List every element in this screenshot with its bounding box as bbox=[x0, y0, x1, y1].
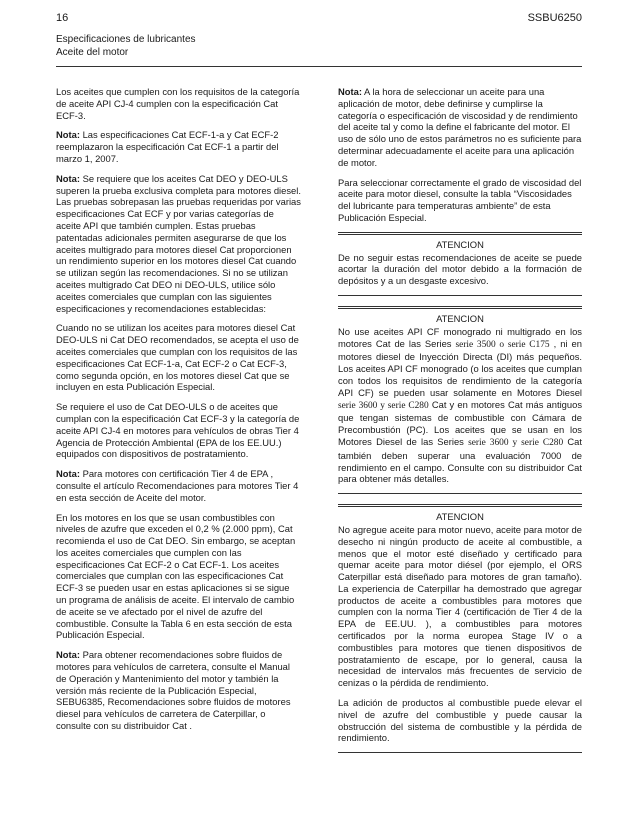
note-paragraph bbox=[56, 129, 301, 164]
header-row bbox=[56, 12, 582, 24]
caution-text-segment: , ni en motores diesel de Inyección Directa (DI) más pequeños. Los aceites API CF monogrado (o los aceites que cumplan con todos los requisitos de rendimiento de la categoría API CF) se pueden usar solamente en Motores Diesel bbox=[338, 337, 582, 398]
right-column bbox=[338, 86, 582, 763]
caution-box bbox=[338, 306, 582, 494]
caution-text bbox=[338, 326, 582, 485]
note-label: Nota: bbox=[56, 172, 80, 184]
document-code: SSBU6250 bbox=[527, 12, 582, 24]
section-breadcrumb bbox=[56, 33, 582, 59]
note-paragraph bbox=[56, 649, 301, 732]
caution-title: ATENCION bbox=[436, 312, 484, 324]
caution-end-rule bbox=[338, 295, 582, 296]
engine-series: serie 3600 y serie C280 bbox=[468, 437, 564, 448]
caution-title: ATENCION bbox=[436, 238, 484, 250]
note-paragraph bbox=[338, 86, 582, 169]
note-label: Nota: bbox=[338, 86, 362, 97]
engine-series: serie 3600 y serie C280 bbox=[338, 400, 429, 411]
note-label: Nota: bbox=[56, 468, 80, 480]
note-label: Nota: bbox=[56, 129, 80, 141]
left-column bbox=[56, 86, 301, 740]
note-text: A la hora de seleccionar un aceite para una aplicación de motor, debe definirse y cumplirse la categoría o especificación de viscosidad y de rendimiento del aceite tal y como la define el fabricante del motor. El uso de sólo uno de estos parámetros no es suficiente para determinar adecuadamente el aceite para una aplicación de motor. bbox=[338, 86, 582, 168]
caution-end-rule bbox=[338, 493, 582, 494]
caution-text-segment: Cat también deben superar una evaluación 7000 de rendimiento en el campo. Consulte con su distribuidor Cat para obtener más detalles. bbox=[338, 435, 582, 485]
note-paragraph bbox=[56, 173, 301, 315]
note-label: Nota: bbox=[56, 649, 80, 661]
caution-text: La adición de productos al combustible puede elevar el nivel de azufre del combustible y puede causar la obstrucción del sistema de combustible y la pérdida de rendimiento. bbox=[338, 697, 582, 744]
caution-text-segment: No use aceites API CF monogrado ni multigrado en los motores Cat de las Series bbox=[338, 325, 582, 349]
caution-text: No agregue aceite para motor nuevo, aceite para motor de desecho ni ningún producto de aceite al combustible, a menos que el motor esté diseñado y certificado para quemar aceite para motor diésel (por ejemplo, el ORS Caterpillar está diseñado para motores de gran tamaño). La experiencia de Caterpillar ha demostrado que agregar productos de aceite a combustibles para motores que cumplen con la norma Tier 4 (certificación de Tier 4 de la EPA de EE.UU. ), a combustibles para motores certificados por la norma europea Stage IV o a combustibles para motores que tienen dispositivos de postratamiento de escape, por lo general, causa la necesidad de intervalos más frecuentes de servicio de cenizas o la pérdida de rendimiento. bbox=[338, 523, 582, 689]
paragraph: Cuando no se utilizan los aceites para motores diesel Cat DEO-ULS ni Cat DEO recomendados, se acepta el uso de aceites comerciales que cumplan con los requisitos de las especificaciones Cat ECF-1-a, Cat ECF-2 o Cat ECF-3, como segunda opción, en los motores diesel Cat que se incluyen en esta Publicación Especial. bbox=[56, 322, 299, 393]
caution-text-segment: Cat y en motores Cat más antiguos que tengan sistemas de combustible con Cámara de Precombustión (PC). Los aceites que se usan en los Motores Diesel de las Series bbox=[338, 398, 583, 447]
paragraph: Para seleccionar correctamente el grado de viscosidad del aceite para motor diesel, consulte la tabla “Viscosidades del lubricante para temperaturas ambiente” de esta Publicación Especial. bbox=[338, 176, 582, 223]
caution-text: De no seguir estas recomendaciones de aceite se puede acortar la duración del motor debido a la formación de depósitos y a un desgaste excesivo. bbox=[338, 251, 582, 287]
caution-title: ATENCION bbox=[436, 511, 484, 523]
breadcrumb-section: Especificaciones de lubricantes bbox=[56, 34, 196, 45]
caution-end-rule bbox=[338, 752, 582, 753]
note-paragraph bbox=[56, 468, 301, 503]
page-header bbox=[56, 12, 582, 59]
header-divider bbox=[56, 66, 582, 67]
breadcrumb-subsection: Aceite del motor bbox=[56, 47, 129, 58]
note-text: Las especificaciones Cat ECF-1-a y Cat ECF-2 reemplazaron la especificación Cat ECF-1 a partir del marzo 1, 2007. bbox=[56, 129, 279, 164]
paragraph: En los motores en los que se usan combustibles con niveles de azufre que exceden el 0,2 % (2.000 ppm), Cat recomienda el uso de Cat DEO. Sin embargo, se aceptan los aceites comerciales que cumplen con las especificaciones Cat ECF-2 o Cat ECF-1. Los aceites comerciales que cumplan con las especificaciones Cat ECF-3 se pueden usar en estas aplicaciones si se sigue un programa de análisis de aceite. El intervalo de cambio de aceite se ve afectado por el nivel de azufre del combustible. Consulte la Tabla 6 en esta sección de esta Publicación Especial. bbox=[56, 511, 296, 641]
note-text: Se requiere que los aceites Cat DEO y DEO-ULS superen la prueba exclusiva completa para motores diesel. Las pruebas sobrepasan las pruebas requeridas por varias especificaciones Cat ECF y por varias categorías de aceite API que también cumplen. Estas pruebas patentadas adicionales permiten asegurarse de que los aceites multigrado para motores diesel Cat proporcionen un rendimiento superior en los motores diesel Cat cuando se utilizan según las recomendaciones. Si no se utilizan aceites multigrado Cat DEO ni DEO-ULS, utilice sólo aceites comerciales que cumplan con las siguientes especificaciones y recomendaciones establecidas: bbox=[56, 172, 301, 314]
paragraph: Los aceites que cumplen con los requisitos de la categoría de aceite API CJ-4 cumplen con la especificación Cat ECF-3. bbox=[56, 86, 300, 121]
caution-box bbox=[338, 232, 582, 296]
caution-box bbox=[338, 504, 582, 753]
note-text: Para motores con certificación Tier 4 de EPA , consulte el artículo Recomendaciones para motores Tier 4 en esta sección de Aceite del motor. bbox=[56, 468, 299, 503]
paragraph: Se requiere el uso de Cat DEO-ULS o de aceites que cumplan con la especificación Cat ECF-3 y la categoría de aceite API CJ-4 en motores para vehículos de obras Tier 4 Agencia de Protección Ambiental (EPA de los EE.UU.) equipados con dispositivos de postratamiento. bbox=[56, 401, 300, 460]
note-text: Para obtener recomendaciones sobre fluidos de motores para vehículos de carretera, consulte el Manual de Operación y Mantenimiento del motor y también la versión más reciente de la Publicación Especial, SEBU6385, Recomendaciones sobre fluidos de motores diesel para vehículos de carretera de Caterpillar, o consulte con su distribuidor Cat . bbox=[56, 649, 291, 732]
engine-series: serie 3500 o serie C175 bbox=[455, 339, 550, 350]
page-number: 16 bbox=[56, 12, 69, 24]
